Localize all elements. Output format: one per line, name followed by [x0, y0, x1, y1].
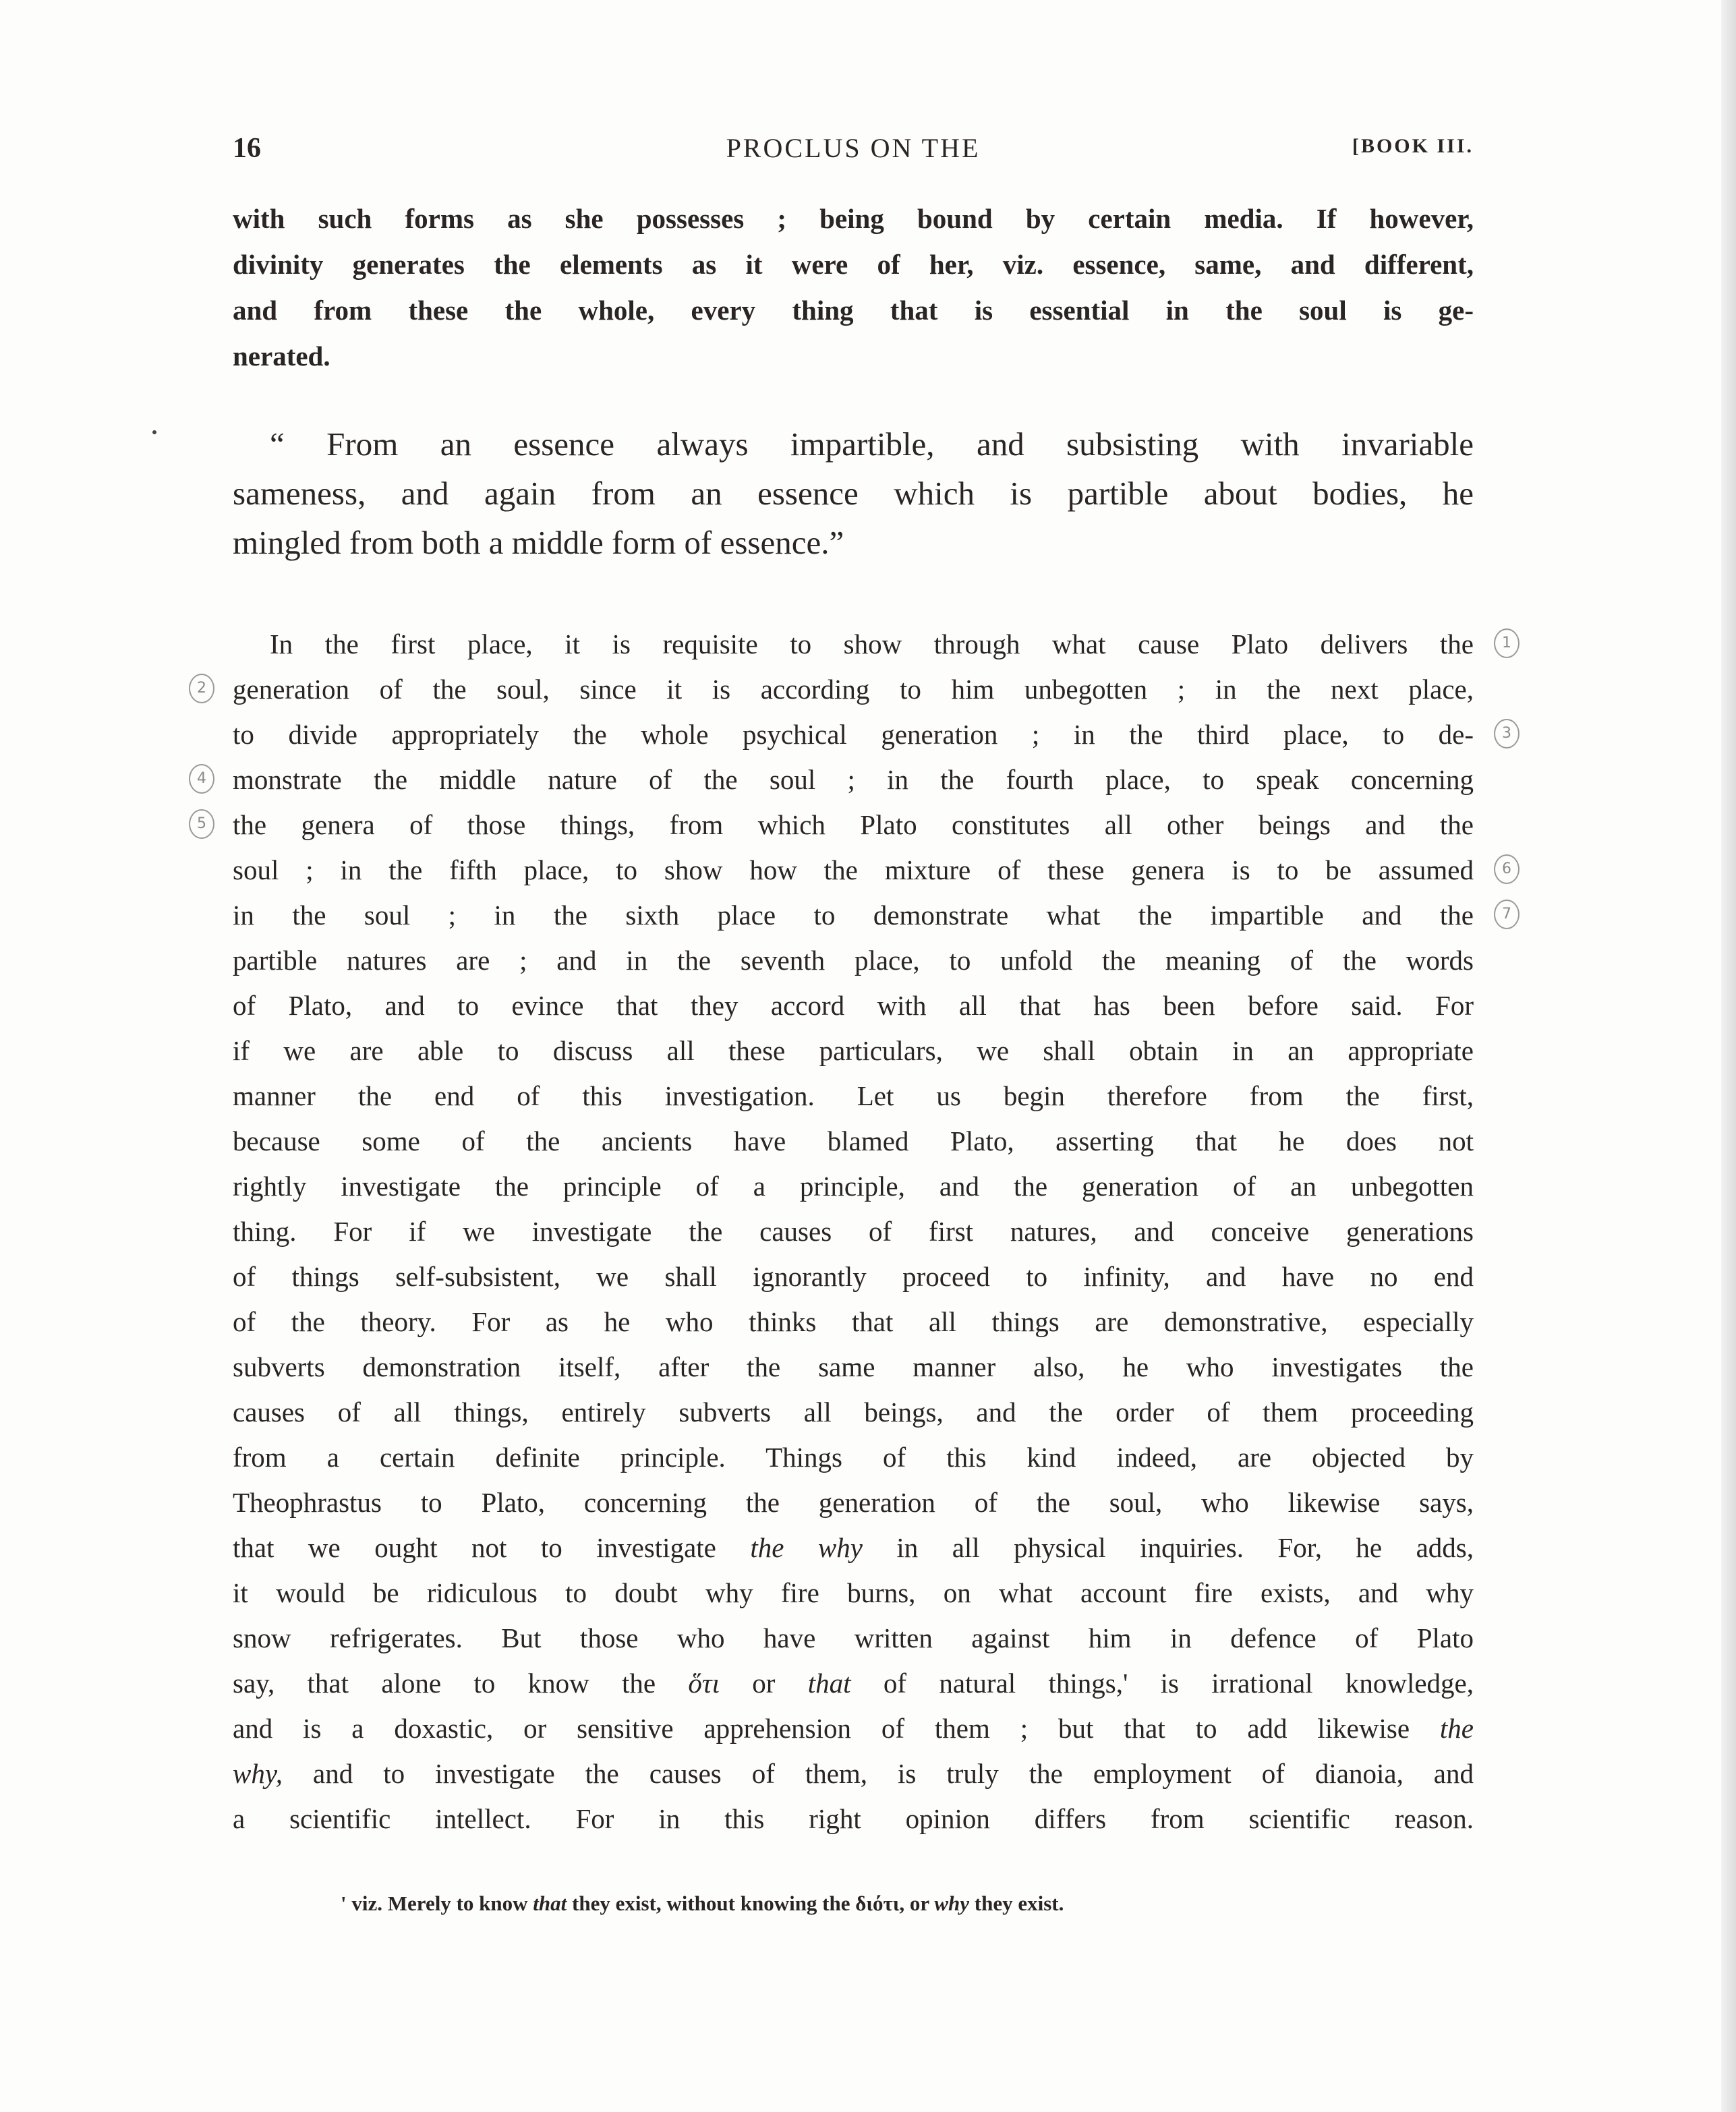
text-line [233, 1119, 1474, 1164]
handwritten-annotation: 6 [1494, 854, 1520, 884]
text-run: they exist. [969, 1891, 1064, 1915]
text-run: “ From an essence always impartible, and subsisting with invariable [270, 426, 1474, 463]
text-line [233, 1345, 1474, 1390]
footnote [341, 1891, 1352, 1916]
text-run: and from these the whole, every thing that is essential in the soul is ge- [233, 295, 1474, 326]
text-line [233, 1796, 1474, 1842]
text-line [233, 287, 1474, 333]
text-run: soul ; in the fifth place, to show how the mixture of these genera is to be assumed [233, 854, 1474, 885]
italic-text: why, [233, 1758, 283, 1789]
handwritten-annotation: 7 [1494, 900, 1520, 929]
running-title: PROCLUS ON THE [726, 133, 981, 163]
text-run: thing. For if we investigate the causes of first natures, and conceive generations [233, 1216, 1474, 1247]
text-run: manner the end of this investigation. Let us begin therefore from the first, [233, 1080, 1474, 1111]
italic-text: the [1439, 1713, 1474, 1744]
italic-text: that [807, 1668, 851, 1699]
text-run: of Plato, and to evince that they accord with all that has been before said. For [233, 990, 1474, 1021]
paragraph-continued [233, 196, 1474, 379]
text-line [233, 419, 1474, 469]
text-run: in all physical inquiries. For, he adds, [862, 1532, 1474, 1563]
paragraph-main [233, 622, 1474, 1842]
text-line [233, 712, 1474, 757]
page-number: 16 [233, 133, 261, 164]
text-run: monstrate the middle nature of the soul ; in the fourth place, to speak concerning [233, 764, 1474, 795]
text-run: nerated. [233, 341, 330, 372]
text-line [233, 518, 1474, 567]
text-run: it would be ridiculous to doubt why fire burns, on what account fire exists, and why [233, 1577, 1474, 1608]
text-run: the genera of those things, from which Plato constitutes all other beings and the [233, 809, 1474, 840]
text-run: of things self-subsistent, we shall ignorantly proceed to infinity, and have no end [233, 1261, 1474, 1292]
running-header [233, 132, 1474, 173]
text-line [233, 622, 1474, 667]
text-line [233, 469, 1474, 518]
text-line [233, 1209, 1474, 1254]
text-run: and to investigate the causes of them, is truly the employment of dianoia, and [283, 1758, 1474, 1789]
handwritten-annotation: 5 [189, 809, 214, 839]
text-line [233, 241, 1474, 287]
text-line [233, 1751, 1474, 1796]
text-run: of the theory. For as he who thinks that all things are demonstrative, especially [233, 1306, 1474, 1337]
text-line [233, 1028, 1474, 1074]
text-line [233, 757, 1474, 802]
text-run: a scientific intellect. For in this right opinion differs from scientific reason. [233, 1803, 1474, 1834]
text-line [233, 667, 1474, 712]
text-run: say, that alone to know the [233, 1668, 689, 1699]
text-line [233, 1299, 1474, 1345]
text-line [233, 333, 1474, 379]
text-run: ' viz. Merely to know [341, 1891, 533, 1915]
text-line [233, 1571, 1474, 1616]
text-line [233, 1164, 1474, 1209]
text-run: because some of the ancients have blamed Plato, asserting that he does not [233, 1125, 1474, 1156]
handwritten-annotation: 2 [189, 674, 214, 703]
text-line [233, 1254, 1474, 1299]
text-run: they exist, without knowing the διότι, or [567, 1891, 935, 1915]
text-run: in the soul ; in the sixth place to demonstrate what the impartible and the [233, 900, 1474, 931]
handwritten-annotation: 3 [1494, 719, 1520, 749]
text-line [233, 848, 1474, 893]
text-line [233, 802, 1474, 848]
text-line [233, 1390, 1474, 1435]
text-line [233, 1525, 1474, 1571]
text-run: causes of all things, entirely subverts all beings, and the order of them proceeding [233, 1397, 1474, 1428]
text-line [233, 1074, 1474, 1119]
text-run: to divide appropriately the whole psychical generation ; in the third place, to de- [233, 719, 1474, 750]
margin-mark [152, 430, 156, 434]
text-run: with such forms as she possesses ; being bound by certain media. If however, [233, 203, 1474, 234]
text-run: snow refrigerates. But those who have written against him in defence of Plato [233, 1622, 1474, 1653]
text-run: mingled from both a middle form of essence.” [233, 524, 844, 561]
text-line [233, 1706, 1474, 1751]
handwritten-annotation: 1 [1494, 628, 1520, 658]
text-run: and is a doxastic, or sensitive apprehension of them ; but that to add likewise [233, 1713, 1440, 1744]
text-run: or [720, 1668, 808, 1699]
page-edge-shadow [1721, 0, 1736, 2112]
text-line [233, 983, 1474, 1028]
text-line [233, 893, 1474, 938]
text-line [233, 1661, 1474, 1706]
text-run: rightly investigate the principle of a principle, and the generation of an unbegotten [233, 1171, 1474, 1202]
italic-text: that [533, 1891, 567, 1915]
text-line [233, 938, 1474, 983]
text-run: divinity generates the elements as it were of her, viz. essence, same, and different, [233, 249, 1474, 280]
book-label: [BOOK III. [1352, 135, 1474, 157]
text-line [233, 1435, 1474, 1480]
text-run: partible natures are ; and in the seventh place, to unfold the meaning of the words [233, 945, 1474, 976]
text-run: subverts demonstration itself, after the same manner also, he who investigates the [233, 1351, 1474, 1382]
italic-text: the why [750, 1532, 863, 1563]
text-run: sameness, and again from an essence which is partible about bodies, he [233, 475, 1474, 512]
text-run: In the first place, it is requisite to show through what cause Plato delivers the [270, 628, 1474, 659]
italic-text: why [934, 1891, 969, 1915]
text-run: from a certain definite principle. Things of this kind indeed, are objected by [233, 1442, 1474, 1473]
text-run: Theophrastus to Plato, concerning the generation of the soul, who likewise says, [233, 1487, 1474, 1518]
quoted-passage [233, 419, 1474, 567]
text-line [233, 1480, 1474, 1525]
text-run: if we are able to discuss all these particulars, we shall obtain in an appropriate [233, 1035, 1474, 1066]
text-line [233, 1616, 1474, 1661]
text-run: of natural things,' is irrational knowledge, [850, 1668, 1474, 1699]
text-line [233, 196, 1474, 241]
italic-text: ὅτι [688, 1668, 720, 1699]
handwritten-annotation: 4 [189, 764, 214, 794]
text-run: that we ought not to investigate [233, 1532, 751, 1563]
text-run: generation of the soul, since it is according to him unbegotten ; in the next place, [233, 674, 1474, 705]
